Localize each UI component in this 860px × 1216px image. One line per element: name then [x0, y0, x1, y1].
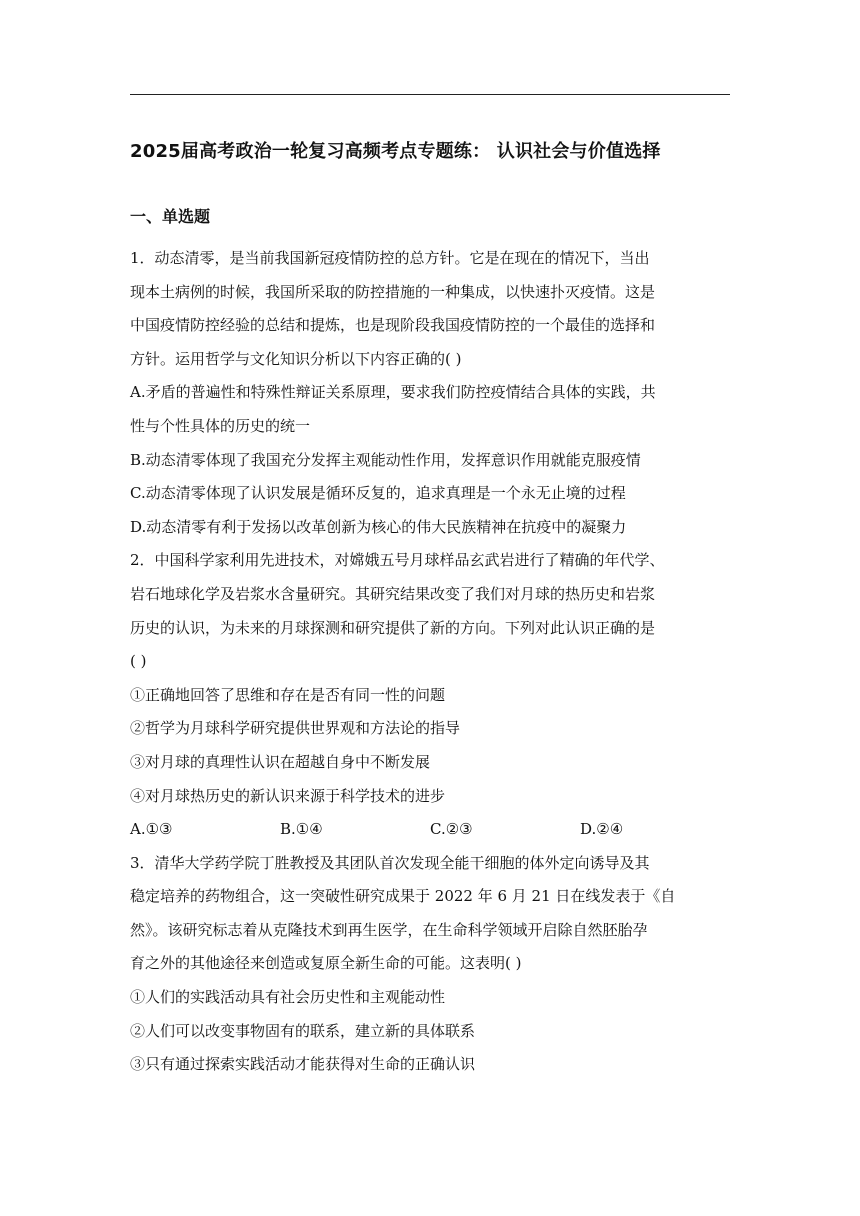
question-2-statement: ④对月球热历史的新认识来源于科学技术的进步	[130, 786, 446, 805]
question-2-stem-line: 历史的认识，为未来的月球探测和研究提供了新的方向。下列对此认识正确的是	[130, 618, 656, 637]
question-2-option-b: B.①④	[280, 820, 323, 839]
question-2-stem-line: 2．中国科学家利用先进技术，对嫦娥五号月球样品玄武岩进行了精确的年代学、	[130, 551, 665, 570]
question-1-option-a-line: A.矛盾的普遍性和特殊性辩证关系原理，要求我们防控疫情结合具体的实践，共	[130, 383, 656, 402]
question-3-stem-line: 3．清华大学药学院丁胜教授及其团队首次发现全能干细胞的体外定向诱导及其	[130, 853, 650, 872]
question-2-statement: ③对月球的真理性认识在超越自身中不断发展	[130, 752, 431, 771]
questions	[130, 242, 732, 1082]
question-2	[130, 544, 732, 846]
question-3-statement: ②人们可以改变事物固有的联系，建立新的具体联系	[130, 1021, 476, 1040]
question-2-options	[130, 813, 732, 847]
question-1-stem-line: 现本土病例的时候，我国所采取的防控措施的一种集成，以快速扑灭疫情。这是	[130, 282, 656, 301]
section-heading: 一、单选题	[130, 207, 211, 226]
question-3	[130, 847, 732, 1082]
header-rule	[130, 94, 730, 95]
question-3-stem-line: 然》。该研究标志着从克隆技术到再生医学，在生命科学领域开启除自然胚胎孕	[130, 920, 648, 939]
question-1-option-b: B.动态清零体现了我国充分发挥主观能动性作用，发挥意识作用就能克服疫情	[130, 450, 641, 469]
question-2-statement: ②哲学为月球科学研究提供世界观和方法论的指导	[130, 719, 461, 738]
question-2-option-d: D.②④	[580, 820, 624, 839]
question-2-option-c: C.②③	[430, 820, 473, 839]
question-1-option-a-line: 性与个性具体的历史的统一	[130, 416, 311, 435]
question-2-stem-line: 岩石地球化学及岩浆水含量研究。其研究结果改变了我们对月球的热历史和岩浆	[130, 584, 656, 603]
question-3-stem-line: 育之外的其他途径来创造或复原全新生命的可能。这表明( )	[130, 954, 522, 973]
document-title: 2025届高考政治一轮复习高频考点专题练： 认识社会与价值选择	[130, 141, 661, 162]
question-2-statement: ①正确地回答了思维和存在是否有同一性的问题	[130, 685, 446, 704]
question-1-stem-line: 中国疫情防控经验的总结和提炼，也是现阶段我国疫情防控的一个最佳的选择和	[130, 316, 656, 335]
question-1-stem-line: 1．动态清零，是当前我国新冠疫情防控的总方针。它是在现在的情况下，当出	[130, 249, 650, 267]
question-3-statement: ①人们的实践活动具有社会历史性和主观能动性	[130, 988, 446, 1007]
question-3-stem-line: 稳定培养的药物组合，这一突破性研究成果于 2022 年 6 月 21 日在线发表于《自	[130, 887, 676, 906]
question-1-option-c: C.动态清零体现了认识发展是循环反复的，追求真理是一个永无止境的过程	[130, 484, 626, 503]
question-1-stem-line: 方针。运用哲学与文化知识分析以下内容正确的( )	[130, 349, 462, 368]
question-2-option-a: A.①③	[130, 820, 173, 839]
question-3-statement: ③只有通过探索实践活动才能获得对生命的正确认识	[130, 1055, 476, 1074]
question-1	[130, 242, 732, 544]
question-2-stem-line: ( )	[130, 652, 147, 671]
question-1-option-d: D.动态清零有利于发扬以改革创新为核心的伟大民族精神在抗疫中的凝聚力	[130, 517, 627, 536]
